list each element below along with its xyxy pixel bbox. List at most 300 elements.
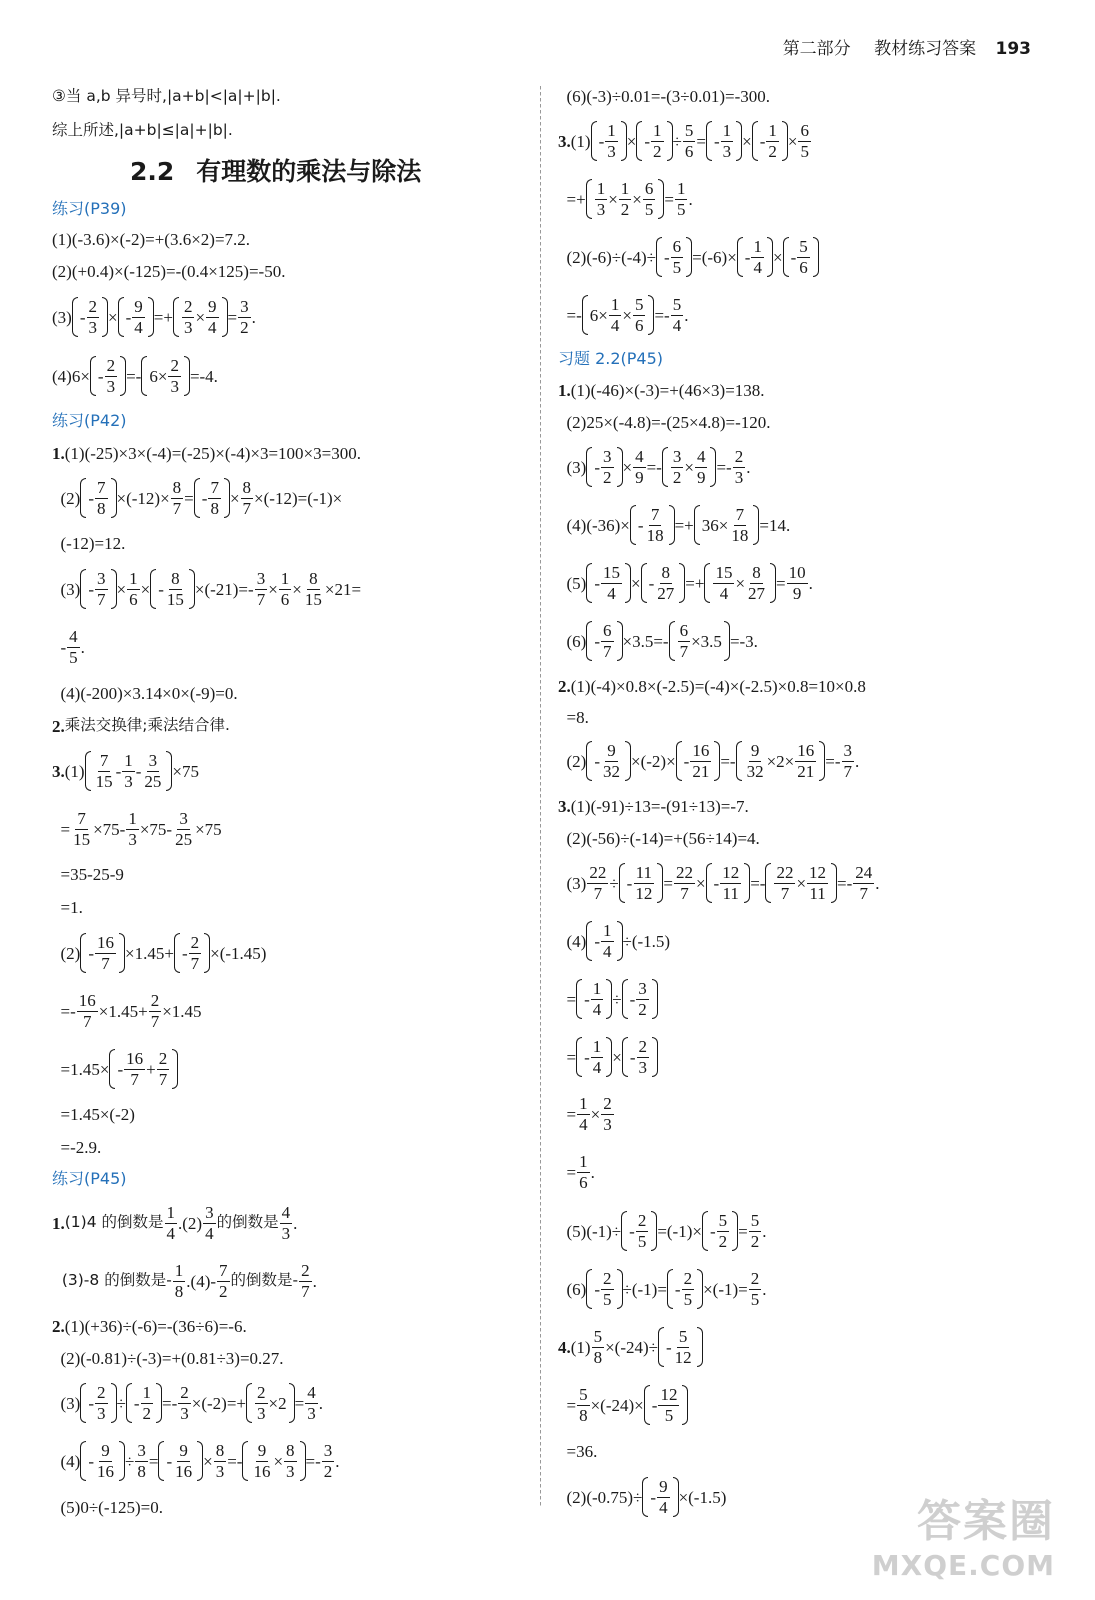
answer-line [52, 1098, 528, 1130]
expr-text: (2) [52, 943, 81, 963]
expr-text: - [88, 579, 94, 599]
parenthesis-group [586, 741, 631, 781]
numerator: 1 [579, 1093, 588, 1113]
parenthesis-group [246, 1383, 295, 1423]
answer-line [52, 924, 528, 982]
expr-text: (4)(-200)×3.14×0×(-9)=0. [52, 683, 238, 703]
fraction [657, 1478, 670, 1517]
expr-text: - [158, 579, 164, 599]
expr-text: × [140, 579, 151, 599]
problem-number: 2. [52, 1316, 65, 1336]
numerator: 3 [179, 808, 188, 828]
numerator: 9 [257, 1440, 267, 1460]
expr-text: × [622, 457, 633, 477]
parenthesis-group [80, 1441, 125, 1481]
numerator: 9 [134, 296, 143, 316]
fraction [671, 296, 684, 335]
answer-line [558, 1202, 1038, 1260]
denominator: 16 [253, 1461, 271, 1481]
expr-text: ×(-1.45) [210, 943, 267, 963]
denominator: 6 [280, 589, 290, 609]
parenthesis-group [704, 563, 776, 603]
denominator: 7 [97, 589, 106, 609]
parenthesis-group [591, 121, 627, 161]
expr-text: . [684, 305, 689, 325]
numerator: 2 [301, 1260, 310, 1280]
fraction [105, 357, 118, 396]
parenthesis-group [80, 1383, 116, 1423]
expr-text: × [622, 305, 632, 325]
denominator: 3 [596, 199, 606, 219]
fraction [636, 1212, 649, 1251]
part-label: 第二部分 [782, 39, 851, 59]
fraction [721, 122, 734, 161]
expr-text: . [318, 1393, 323, 1413]
left-paren [90, 356, 96, 396]
numerator: 2 [190, 932, 200, 952]
parenthesis-group [126, 1383, 162, 1423]
parenthesis-group [576, 979, 612, 1019]
numerator: 22 [589, 862, 607, 882]
denominator: 7 [150, 1011, 160, 1031]
expr-text: × [203, 1451, 213, 1471]
numerator: 6 [800, 120, 809, 140]
parenthesis-group [85, 751, 173, 791]
denominator: 5 [603, 1289, 612, 1309]
expr-text: 6× [589, 305, 608, 325]
expr-text: (-12)=12. [52, 533, 126, 553]
left-paren [576, 979, 582, 1019]
parenthesis-group [576, 1037, 612, 1077]
denominator: 3 [180, 1403, 189, 1423]
numerator: 8 [661, 562, 671, 582]
expr-text: × [590, 1104, 601, 1124]
fraction [645, 506, 666, 545]
fraction [675, 180, 688, 219]
expr-text: = [776, 573, 786, 593]
left-paren [80, 478, 86, 518]
expr-text: = [663, 873, 673, 893]
answer-line [558, 406, 1038, 438]
denominator: 5 [750, 1289, 760, 1309]
expr-text: (6) [558, 631, 587, 651]
denominator: 3 [734, 467, 744, 487]
numerator: 8 [309, 568, 318, 588]
numerator: 4 [696, 446, 706, 466]
denominator: 4 [603, 941, 612, 961]
denominator: 3 [722, 141, 732, 161]
expr-text: - [626, 873, 633, 893]
denominator: 15 [166, 589, 184, 609]
denominator: 3 [603, 1114, 612, 1134]
denominator: 4 [579, 1114, 588, 1134]
denominator: 25 [175, 829, 193, 849]
parenthesis-group [622, 979, 658, 1019]
expr-text: ÷ [116, 1393, 126, 1413]
expr-text: - [651, 1395, 658, 1415]
numerator: 12 [722, 862, 740, 882]
denominator: 18 [731, 525, 749, 545]
denominator: 2 [768, 141, 777, 161]
denominator: 5 [664, 1405, 674, 1425]
expr-text: - [88, 943, 94, 963]
denominator: 11 [809, 883, 826, 903]
parenthesis-group [644, 1385, 689, 1425]
fraction [633, 864, 654, 903]
expr-text: . [312, 1271, 317, 1291]
answer-line [52, 1432, 528, 1490]
fraction [173, 1262, 186, 1301]
fraction [67, 628, 80, 667]
answer-line [52, 858, 528, 890]
expr-text: - [594, 631, 600, 651]
expr-text: = [558, 989, 577, 1009]
fraction [842, 742, 855, 781]
numerator: 24 [855, 862, 873, 882]
expr-text: (3)-8 的倒数是- [52, 1271, 172, 1290]
fraction [595, 180, 608, 219]
denominator: 7 [172, 498, 182, 518]
fraction [853, 864, 874, 903]
expr-text: . [746, 457, 751, 477]
parenthesis-group [706, 863, 751, 903]
expr-text: =(-6)× [692, 247, 737, 267]
expr-text: (1)(-25)×3×(-4)=(-25)×(-4)×3=100×3=300. [64, 443, 361, 463]
watermark-logo [872, 1485, 1055, 1582]
numerator: 2 [180, 1382, 189, 1402]
numerator: 1 [142, 1382, 152, 1402]
parenthesis-group [194, 478, 230, 518]
answer-line [52, 1040, 528, 1098]
fraction [636, 980, 649, 1019]
exercise-heading-text: 习题 2.2(P45) [558, 349, 664, 368]
column-divider [540, 86, 541, 1506]
parenthesis-group [706, 121, 742, 161]
expr-text: - [713, 873, 720, 893]
expr-text: (2)(-0.81)÷(-3)=+(0.81÷3)=0.27. [52, 1348, 284, 1368]
denominator: 3 [307, 1403, 316, 1423]
left-paren [622, 1037, 628, 1077]
denominator: 21 [797, 761, 815, 781]
answer-line [52, 80, 528, 114]
denominator: 2 [219, 1281, 228, 1301]
parenthesis-group [667, 1269, 703, 1309]
expr-text: =-3. [729, 631, 758, 651]
fraction [720, 864, 741, 903]
numerator: 2 [637, 1210, 647, 1230]
fraction [322, 1442, 335, 1481]
fraction [189, 934, 202, 973]
answer-line [52, 1194, 528, 1252]
left-paren [676, 741, 682, 781]
expr-text: (4)(-36)× [558, 515, 630, 535]
expr-text: (2)(-6)÷(-4)÷ [558, 247, 656, 267]
left-paren [702, 1211, 708, 1251]
right-paren [813, 237, 819, 277]
numerator: 16 [97, 932, 114, 952]
fraction [690, 742, 711, 781]
denominator: 4 [208, 317, 217, 337]
expr-text: = [184, 488, 194, 508]
answer-line [52, 890, 528, 924]
parenthesis-group [621, 1211, 657, 1251]
expr-text: =- [750, 873, 766, 893]
denominator: 7 [603, 641, 612, 661]
answer-line [52, 982, 528, 1040]
fraction [251, 1442, 272, 1481]
fraction [165, 570, 186, 609]
exercise-heading [52, 406, 528, 436]
denominator: 4 [719, 583, 729, 603]
expr-text: - [650, 1487, 657, 1507]
expr-text: ÷ [125, 1451, 135, 1471]
expr-text: =- [227, 1451, 243, 1471]
fraction [749, 1212, 762, 1251]
exercise-heading-text: 练习(P42) [52, 411, 127, 430]
fraction [601, 1270, 614, 1309]
denominator: 2 [142, 1403, 152, 1423]
numerator: 16 [78, 990, 96, 1010]
expr-text: - [637, 515, 644, 535]
fraction [601, 564, 622, 603]
denominator: 3 [170, 376, 179, 396]
numerator: 2 [170, 355, 179, 375]
expr-text: 的倒数是- [230, 1271, 299, 1290]
expr-text: = [664, 189, 674, 209]
denominator: 15 [304, 589, 322, 609]
parenthesis-group [80, 569, 116, 609]
denominator: 3 [128, 829, 137, 849]
fraction [717, 1212, 730, 1251]
expr-text: ×75- [139, 819, 173, 839]
numerator: 7 [210, 477, 219, 497]
left-paren [622, 979, 628, 1019]
expr-text: ×1.45 [162, 1001, 202, 1021]
expr-text: . [688, 189, 693, 209]
left-paren [619, 863, 625, 903]
expr-text: - [598, 131, 605, 151]
denominator: 3 [106, 376, 116, 396]
expr-text: - [79, 307, 86, 327]
expr-text: × [268, 579, 278, 599]
left-paren [80, 933, 86, 973]
fraction [655, 564, 676, 603]
expr-text: - [665, 1337, 672, 1357]
answer-line [558, 732, 1038, 790]
expr-text: (1)(-4)×0.8×(-2.5)=(-4)×(-2.5)×0.8=10×0.8 [570, 676, 866, 696]
fraction [577, 1153, 590, 1192]
expr-text: × [631, 573, 641, 593]
expr-text: (1)(-91)÷13=-(91÷13)=-7. [570, 796, 749, 816]
expr-text: - [629, 1047, 636, 1067]
answer-line [52, 800, 528, 858]
fraction [729, 506, 750, 545]
answer-line [52, 436, 528, 470]
parenthesis-group [80, 478, 116, 518]
expr-text: ÷ [612, 989, 622, 1009]
expr-text: 6× [149, 366, 168, 386]
answer-line [52, 676, 528, 710]
expr-text: . [293, 1213, 298, 1233]
expr-text: × [273, 1451, 284, 1471]
exercise-heading-text: 练习(P39) [52, 199, 127, 218]
left-paren [641, 563, 647, 603]
denominator: 7 [158, 1069, 168, 1089]
exercise-heading-text: 练习(P45) [52, 1169, 127, 1188]
left-paren [591, 121, 597, 161]
parenthesis-group [658, 1327, 703, 1367]
left-paren [586, 447, 592, 487]
numerator: 8 [171, 568, 180, 588]
page-header [783, 34, 1031, 59]
right-paren [172, 1049, 178, 1089]
expr-text: ×(-2)× [631, 751, 676, 771]
expr-text: - [115, 761, 122, 781]
numerator: 1 [166, 1202, 175, 1222]
denominator: 7 [101, 953, 110, 973]
numerator: 2 [750, 1268, 760, 1288]
left-paren [667, 1269, 673, 1309]
numerator: 5 [672, 294, 682, 314]
fraction [674, 864, 695, 903]
expr-text: ×(-1)= [703, 1279, 748, 1299]
expr-text: - [790, 247, 797, 267]
denominator: 7 [83, 1011, 92, 1031]
numerator: 2 [106, 355, 116, 375]
denominator: 32 [603, 761, 620, 781]
problem-number: 4. [558, 1337, 571, 1357]
fraction [157, 1050, 170, 1089]
expr-text: - [594, 931, 600, 951]
denominator: 4 [592, 1057, 602, 1077]
expr-text: (6) [558, 1279, 587, 1299]
denominator: 12 [674, 1347, 692, 1367]
denominator: 7 [130, 1069, 139, 1089]
numerator: 1 [607, 120, 616, 140]
expr-text: (5)0÷(-125)=0. [52, 1497, 163, 1517]
numerator: 9 [659, 1476, 668, 1496]
answer-line [558, 1318, 1038, 1376]
fraction [671, 448, 684, 487]
right-column [558, 80, 1038, 1526]
answer-line [558, 854, 1038, 912]
expr-text: . [590, 1162, 595, 1182]
fraction [807, 864, 828, 903]
denominator: 7 [301, 1281, 310, 1301]
numerator: 2 [683, 1268, 693, 1288]
denominator: 5 [800, 141, 809, 161]
denominator: 4 [672, 315, 682, 335]
expr-text: . [808, 573, 813, 593]
left-paren [630, 505, 636, 545]
expr-text: = [294, 1393, 305, 1413]
denominator: 3 [607, 141, 616, 161]
parenthesis-group [141, 356, 190, 396]
left-paren [80, 1441, 86, 1481]
numerator: 1 [129, 568, 138, 588]
numerator: 16 [692, 740, 710, 760]
expr-text: ÷ [609, 873, 619, 893]
denominator: 3 [257, 1403, 266, 1423]
left-paren [621, 1211, 627, 1251]
fraction [733, 448, 746, 487]
denominator: 6 [579, 1172, 588, 1192]
numerator: 7 [77, 808, 86, 828]
numerator: 16 [797, 740, 815, 760]
expr-text: 的倒数是 [216, 1213, 279, 1232]
fraction [95, 570, 108, 609]
expr-text: =+ [153, 307, 173, 327]
expr-text: . [855, 751, 860, 771]
answer-line [558, 496, 1038, 554]
parenthesis-group [80, 933, 125, 973]
expr-text: =+ [685, 573, 705, 593]
expr-text: × [742, 131, 752, 151]
denominator: 2 [718, 1231, 728, 1251]
parenthesis-group [586, 563, 631, 603]
expr-text: (3) [558, 873, 587, 893]
fraction [577, 1386, 590, 1425]
fraction [208, 479, 221, 518]
left-paren [636, 121, 642, 161]
numerator: 9 [607, 740, 616, 760]
answer-line [558, 228, 1038, 286]
expr-text: (4) [52, 1451, 81, 1471]
left-paren [642, 1477, 648, 1517]
fraction [619, 180, 632, 219]
denominator: 8 [210, 498, 219, 518]
expr-text: - [744, 247, 751, 267]
answer-line [52, 470, 528, 526]
fraction [141, 1384, 154, 1423]
denominator: 18 [646, 525, 664, 545]
parenthesis-group [586, 921, 622, 961]
fraction [284, 1442, 297, 1481]
numerator: 3 [205, 1202, 214, 1222]
fraction [592, 1328, 605, 1367]
fraction [165, 1204, 178, 1243]
answer-line [558, 822, 1038, 854]
answer-line [52, 1374, 528, 1432]
fraction [203, 1204, 216, 1243]
denominator: 5 [676, 199, 686, 219]
fraction [651, 122, 664, 161]
expr-text: × [695, 873, 706, 893]
fraction [280, 1204, 293, 1243]
expr-text: = [558, 1104, 577, 1124]
denominator: 3 [286, 1461, 295, 1481]
right-paren [697, 1327, 703, 1367]
parenthesis-group [622, 1037, 658, 1077]
denominator: 27 [748, 583, 766, 603]
answer-line [558, 670, 1038, 702]
denominator: 3 [215, 1461, 225, 1481]
answer-line [52, 618, 528, 676]
fraction [149, 992, 162, 1031]
expr-text: × [229, 488, 240, 508]
expr-text: =1.45× [52, 1059, 110, 1079]
expr-text: 36× [701, 515, 729, 535]
denominator: 6 [634, 315, 644, 335]
denominator: 4 [610, 315, 620, 335]
numerator: 15 [715, 562, 733, 582]
fraction [751, 238, 764, 277]
parenthesis-group [783, 237, 819, 277]
numerator: 9 [101, 1440, 110, 1460]
denominator: 3 [183, 317, 193, 337]
answer-line [558, 1376, 1038, 1434]
expr-text: × [787, 131, 798, 151]
